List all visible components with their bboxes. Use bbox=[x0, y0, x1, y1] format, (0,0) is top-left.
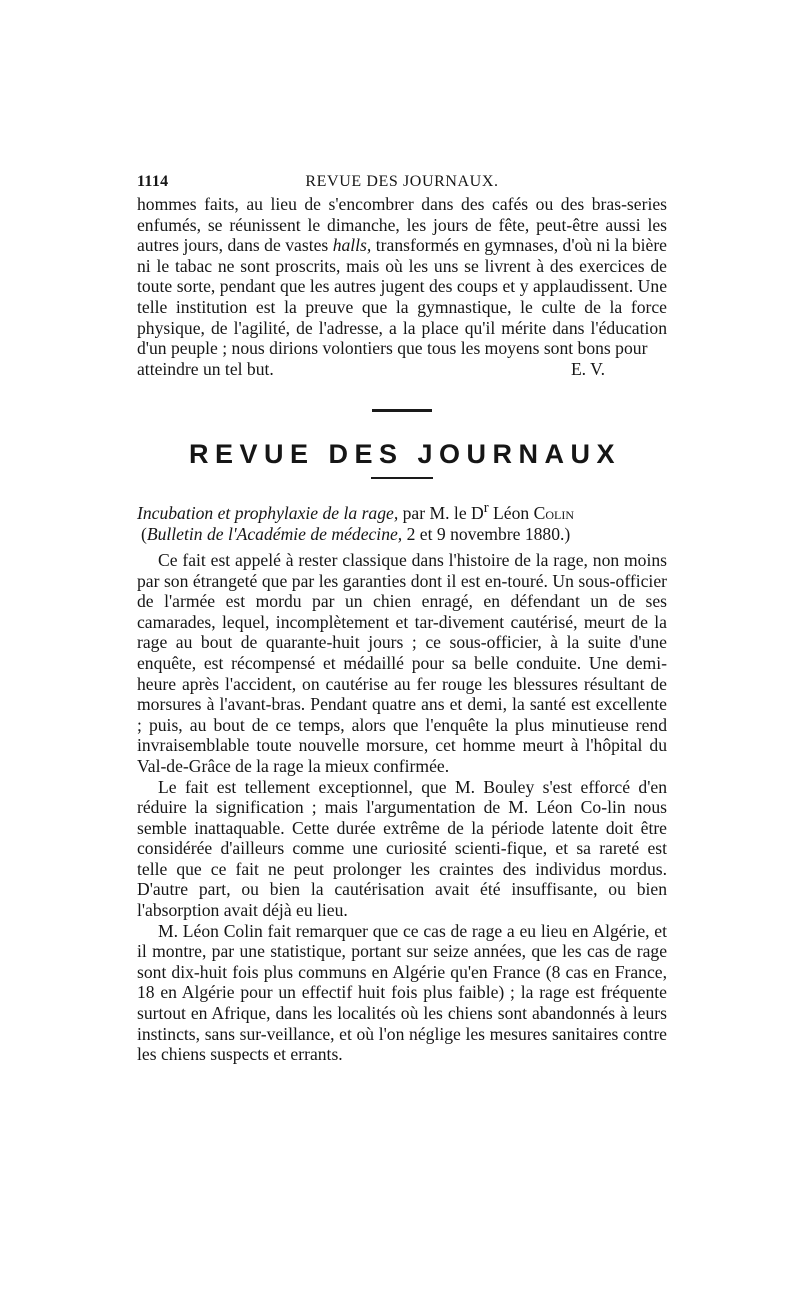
preceding-article-paragraph bbox=[137, 194, 667, 359]
preceding-text-continued: transformés en gymnases, d'où ni la bière ni le tabac ne sont proscrits, mais où les uns se livrent à des exercices de toute sorte, pendant que les autres jugent des coups et y applaudissent. Une telle institution est la preuve que la gymnastique, le culte de la force physique, de l'agilité, de l'adresse, a la place qu'il mérite dans l'éducation d'un peuple ; nous dirions volontiers que tous les moyens sont bons pour bbox=[137, 235, 667, 359]
section-divider-bottom bbox=[371, 477, 433, 479]
article-source: Bulletin de l'Académie de médecine, bbox=[146, 524, 403, 545]
preceding-text-start: hommes faits, au lieu de s'encombrer dans des cafés ou des bras-series enfumés, se réunissent le dimanche, les jours de fête, peut-être aussi les autres jours, dans de vastes bbox=[137, 194, 667, 256]
page bbox=[137, 170, 667, 1065]
article-by-superscript: r bbox=[483, 499, 489, 516]
article-heading-line-2 bbox=[137, 524, 667, 546]
page-number: 1114 bbox=[137, 173, 169, 190]
article-paragraph-2: Le fait est tellement exceptionnel, que M. Bouley s'est efforcé d'en réduire la signification ; mais l'argumentation de M. Léon Co-lin nous semble inattaquable. Cette durée extrême de la période latente doit être considérée d'ailleurs comme une curiosité scienti-fique, et sa rareté est telle que ce fait ne peut prolonger les craintes des individus mordus. D'autre part, ou bien la cautérisation avait été insuffisante, ou bien l'absorption avait déjà eu lieu. bbox=[137, 776, 667, 921]
section-title: REVUE DES JOURNAUX bbox=[188, 439, 622, 470]
section-divider-top bbox=[372, 409, 432, 412]
article-heading-line-1 bbox=[137, 498, 667, 524]
source-open: ( bbox=[141, 524, 147, 545]
author-last-name: Colin bbox=[533, 502, 574, 523]
article-heading bbox=[137, 498, 667, 546]
article-paragraph-1: Ce fait est appelé à rester classique dans l'histoire de la rage, non moins par son étrangeté que par les garanties dont il est en-touré. Un sous-officier de l'armée est mordu par un chien enragé, en défendant un de ses camarades, lequel, incomplètement et tar-divement cautérisé, meurt de la rage au bout de quarante-huit jours ; ce sous-officier, à la suite d'une enquête, est récompensé et médaillé pour sa belle conduite. Une demi-heure après l'accident, on cautérise au fer rouge les blessures résultant de morsures à l'avant-bras. Pendant quatre ans et demi, la santé est excellente ; puis, au bout de ce temps, alors que l'enquête la plus minutieuse rend invraisemblable toute nouvelle morsure, cet homme meurt à l'hôpital du Val-de-Grâce de la rage la mieux confirmée. bbox=[137, 549, 667, 776]
article-title: Incubation et prophylaxie de la rage, bbox=[137, 502, 399, 523]
author-first-name: Léon bbox=[488, 502, 534, 523]
article-paragraph-3: M. Léon Colin fait remarquer que ce cas de rage a eu lieu en Algérie, et il montre, par une statistique, portant sur seize années, que les cas de rage sont dix-huit fois plus communs en Algérie qu'en France (8 cas en France, 18 en Algérie pour un effectif huit fois plus faible) ; la rage est fréquente surtout en Afrique, dans les localités où les chiens sont abandonnés à leurs instincts, sans sur-veillance, et où l'on néglige les mesures sanitaires contre les chiens suspects et errants. bbox=[137, 920, 667, 1065]
author-signature: E. V. bbox=[570, 358, 605, 379]
italic-word-halls: halls, bbox=[332, 235, 372, 256]
article-by: par M. le D bbox=[398, 502, 484, 523]
article-source-date: 2 et 9 novembre 1880.) bbox=[402, 524, 571, 545]
signoff-line bbox=[137, 359, 667, 380]
running-title: REVUE DES JOURNAUX. bbox=[305, 173, 499, 190]
running-head bbox=[137, 170, 667, 194]
preceding-last-line: atteindre un tel but. bbox=[137, 358, 274, 379]
